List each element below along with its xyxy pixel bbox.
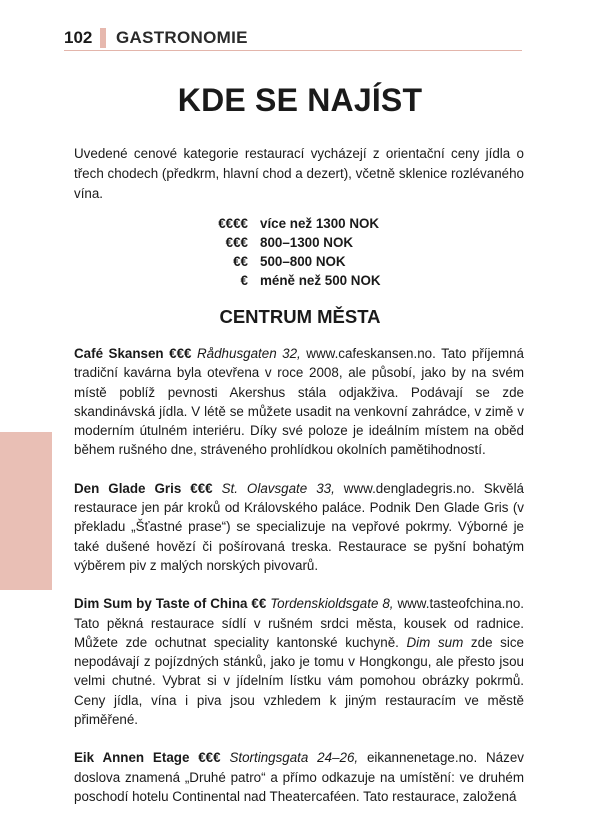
restaurant-name: Eik Annen Etage €€€ (74, 750, 221, 766)
restaurant-address: Stortingsgata 24–26, (229, 750, 359, 766)
header-accent-bar (100, 28, 106, 48)
price-symbol: € (240, 273, 248, 288)
restaurant-address: Rådhusgaten 32, (196, 346, 301, 361)
restaurant-description: www.tasteofchina.no. Tato pěkná restaurace sídlí v rušném srdci města, kousek od radnice. Můžete zde ochutnat speciality kantonské kuchyně. (74, 596, 524, 650)
section-subtitle: CENTRUM MĚSTA (219, 306, 381, 327)
price-symbol: €€€ (225, 235, 248, 250)
page-number: 102 (64, 28, 93, 47)
price-symbol: €€€€ (218, 216, 248, 231)
price-category-table (190, 214, 450, 290)
price-row (190, 252, 450, 271)
restaurant-description: eikannenetage.no. Název doslova znamená „Druhé patro“ a přímo odkazuje na umístění: ve druhém poschodí hotelu Continental nad Theatercaféen. Tato restaurace, založená (74, 750, 524, 804)
restaurant-description-continued: zde sice nepodávají z pojízdných stánků, jako je tomu v Hongkongu, ale přesto jsou velmi chutné. Vybrat si v jídelním lístku vám pomohou obrázky pokrmů. Ceny jídla, vína i piva jsou vzhledem k jiným restauracím ve městě přiměřené. (74, 634, 524, 728)
price-label: 500–800 NOK (260, 254, 346, 269)
restaurant-address: Tordenskioldsgate 8, (270, 596, 394, 612)
restaurant-description: www.cafeskansen.no. Tato příjemná tradiční kavárna byla otevřena v roce 2008, ale působí, jako by na svém místě poblíž pevnosti Akershus stála odjakživa. Podávají se zde skandinávská jídla. V létě se můžete usadit na venkovní zahrádce, v zimě v moderním útulném interiéru. Díky své poloze je ideálním místem na oběd během rušného dne, stráveného prohlídkou okolních pamětihodností. (74, 346, 524, 458)
restaurant-name: Den Glade Gris €€€ (74, 480, 213, 496)
restaurant-description-emphasis: Dim sum (406, 634, 464, 650)
price-symbol: €€ (233, 254, 248, 269)
chapter-side-tab (0, 432, 52, 590)
running-header (64, 26, 522, 51)
restaurant-list (74, 344, 524, 825)
section-name: GASTRONOMIE (116, 28, 248, 47)
restaurant-entry (74, 344, 524, 460)
price-row (190, 214, 450, 233)
restaurant-address: St. Olavsgate 33, (221, 480, 335, 496)
price-label: více než 1300 NOK (260, 216, 380, 231)
price-row (190, 233, 450, 252)
price-label: 800–1300 NOK (260, 235, 354, 250)
intro-paragraph: Uvedené cenové kategorie restaurací vycházejí z orientační ceny jídla o třech chodech (předkrm, hlavní chod a dezert), včetně sklenice rozlévaného vína. (74, 146, 524, 201)
restaurant-entry (74, 748, 524, 806)
restaurant-name: Dim Sum by Taste of China €€ (74, 596, 267, 612)
restaurant-name: Café Skansen €€€ (74, 346, 192, 361)
restaurant-entry (74, 594, 524, 729)
price-row (190, 271, 450, 290)
page-title: KDE SE NAJÍST (177, 82, 423, 118)
price-label: méně než 500 NOK (260, 273, 381, 288)
restaurant-entry (74, 479, 524, 575)
restaurant-description: www.dengladegris.no. Skvělá restaurace jen pár kroků od Královského paláce. Podnik Den Glade Gris (v překladu „Šťastné prase“) se specializuje na vepřové pokrmy. Výborné je také dušené hovězí či pošírovaná treska. Restaurace se pyšní bohatým výběrem piv z malých norských pivovarů. (74, 480, 524, 573)
